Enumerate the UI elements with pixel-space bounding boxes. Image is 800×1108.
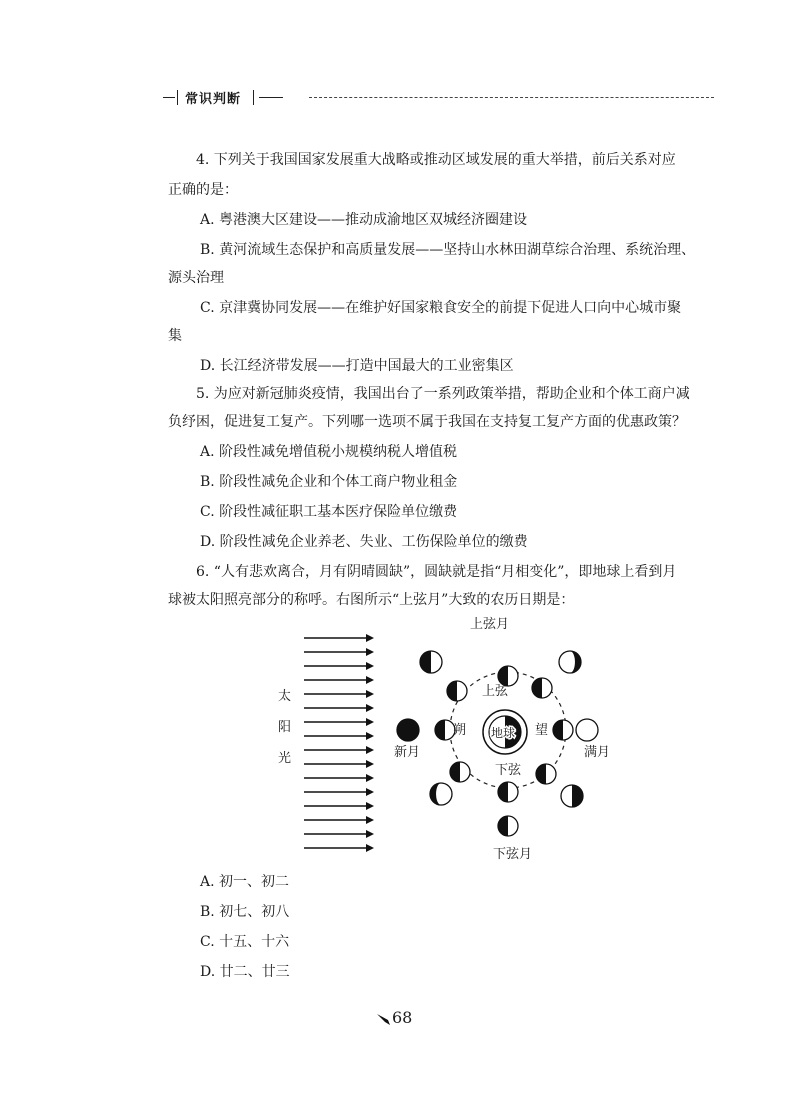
moon-phase-icon xyxy=(450,762,470,782)
q5-stem-line1: 5. 为应对新冠肺炎疫情，我国出台了一系列政策举措，帮助企业和个体工商户减 xyxy=(196,386,690,402)
moon-phase-icon xyxy=(576,719,598,741)
sunlight-ray-arrowhead xyxy=(366,746,374,754)
moon-phase-icon xyxy=(498,782,518,802)
section-header xyxy=(163,88,718,108)
full-moon-label: 满月 xyxy=(584,745,611,760)
q4-option-d: D. 长江经济带发展——打造中国最大的工业密集区 xyxy=(200,358,514,374)
header-right-bar xyxy=(253,90,254,105)
q6-option-d: D. 廿二、廿三 xyxy=(200,964,290,980)
moon-phase-icon xyxy=(536,764,556,784)
q4-option-a: A. 粤港澳大区建设——推动成渝地区双城经济圈建设 xyxy=(200,212,528,228)
last-quarter-label: 下弦 xyxy=(495,763,522,778)
page-number: 68 xyxy=(392,1008,413,1027)
q5-stem-line2: 负纾困，促进复工复产。下列哪一选项不属于我国在支持复工复产方面的优惠政策？ xyxy=(168,414,686,430)
moon-phase-icon xyxy=(430,783,452,805)
q5-option-c: C. 阶段性减征职工基本医疗保险单位缴费 xyxy=(200,504,458,520)
q4-option-c-line1: C. 京津冀协同发展——在维护好国家粮食安全的前提下促进人口向中心城市聚 xyxy=(200,300,682,316)
earth-label: 地球 xyxy=(491,726,516,740)
new-moon-label: 新月 xyxy=(394,745,421,760)
sunlight-ray-arrowhead xyxy=(366,648,374,656)
moon-phase-icon xyxy=(553,720,573,740)
sunlight-label-char-3: 光 xyxy=(278,751,292,766)
q6-option-c: C. 十五、十六 xyxy=(200,934,290,950)
sunlight-ray-arrowhead xyxy=(366,802,374,810)
moon-phase-diagram xyxy=(270,608,611,866)
sunlight-ray-arrowhead xyxy=(366,844,374,852)
first-quarter-label: 上弦 xyxy=(482,684,509,699)
moon-phase-icon xyxy=(420,651,442,673)
sunlight-ray-arrowhead xyxy=(366,718,374,726)
last-quarter-moon-label: 下弦月 xyxy=(493,847,533,862)
moon-phase-icon xyxy=(532,678,552,698)
moon-phase-icon xyxy=(498,666,518,686)
sunlight-ray-arrowhead xyxy=(366,774,374,782)
sunlight-ray-arrowhead xyxy=(366,704,374,712)
earth xyxy=(483,710,527,754)
sunlight-ray-arrowhead xyxy=(366,788,374,796)
sunlight-ray-arrowhead xyxy=(366,634,374,642)
q5-option-b: B. 阶段性减免企业和个体工商户物业租金 xyxy=(200,474,458,490)
header-tail-line xyxy=(259,97,283,98)
moon-phase-icon xyxy=(559,651,581,673)
q5-option-d: D. 阶段性减免企业养老、失业、工伤保险单位的缴费 xyxy=(200,534,528,550)
sunlight-ray-arrowhead xyxy=(366,816,374,824)
header-dashed-rule xyxy=(309,97,714,98)
sunlight-arrows xyxy=(304,634,374,852)
q5-option-a: A. 阶段性减免增值税小规模纳税人增值税 xyxy=(200,444,458,460)
sunlight-ray-arrowhead xyxy=(366,662,374,670)
moon-phase-icon xyxy=(447,681,467,701)
q4-stem-line2: 正确的是： xyxy=(168,182,238,198)
new-moon-position-label: 朔 xyxy=(453,723,467,738)
q6-stem-line2: 球被太阳照亮部分的称呼。右图所示“上弦月”大致的农历日期是： xyxy=(168,592,575,608)
moon-phase-icon xyxy=(498,816,518,836)
sunlight-ray-arrowhead xyxy=(366,830,374,838)
q4-stem-line1: 4. 下列关于我国国家发展重大战略或推动区域发展的重大举措，前后关系对应 xyxy=(196,152,676,168)
q4-option-b-line1: B. 黄河流域生态保护和高质量发展——坚持山水林田湖草综合治理、系统治理、 xyxy=(200,242,696,258)
sunlight-ray-arrowhead xyxy=(366,732,374,740)
section-title: 常识判断 xyxy=(185,92,242,107)
sunlight-ray-arrowhead xyxy=(366,760,374,768)
sunlight-label-char-1: 太 xyxy=(278,689,292,704)
q4-option-b-line2: 源头治理 xyxy=(168,270,224,286)
q6-option-b: B. 初七、初八 xyxy=(200,904,290,920)
moon-phase-icon xyxy=(561,785,583,807)
page-logo-icon xyxy=(376,1012,392,1026)
sunlight-ray-arrowhead xyxy=(366,690,374,698)
sunlight-label-char-2: 阳 xyxy=(278,720,292,735)
header-left-bar xyxy=(177,90,178,105)
full-moon-position-label: 望 xyxy=(535,723,549,738)
q4-option-c-line2: 集 xyxy=(168,328,182,344)
q6-stem-line1: 6. “人有悲欢离合，月有阴晴圆缺”，圆缺就是指“月相变化”，即地球上看到月 xyxy=(196,564,677,580)
moon-phase-icon xyxy=(397,719,419,741)
q6-option-a: A. 初一、初二 xyxy=(200,874,290,890)
first-quarter-moon-label: 上弦月 xyxy=(470,617,510,632)
moon-phase-icon xyxy=(435,720,455,740)
header-lead-line xyxy=(163,97,175,98)
sunlight-ray-arrowhead xyxy=(366,676,374,684)
